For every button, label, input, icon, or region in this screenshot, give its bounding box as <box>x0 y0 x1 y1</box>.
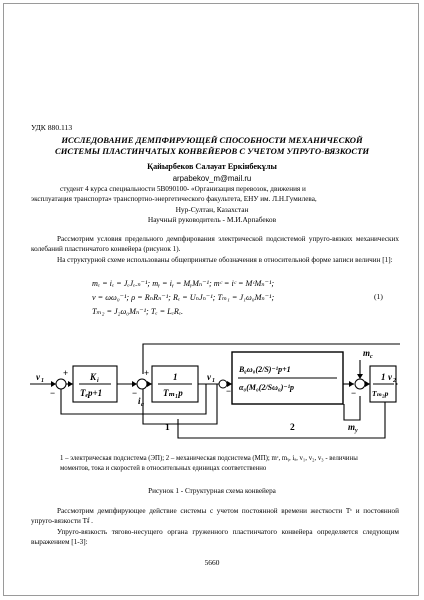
intro-paragraph-1: Рассмотрим условия предельного демпфирования электрической подсистемой упруго-вязких механических колебаний пластинчатого конвейера (рисунок 1). <box>31 235 399 254</box>
block-k-num: K <box>90 372 97 382</box>
paper-title-line-2: СИСТЕМЫ ПЛАСТИНЧАТЫХ КОНВЕЙЕРОВ С УЧЕТОМ УПРУГО-ВЯЗКОСТИ <box>54 146 370 156</box>
sum-junction-4 <box>355 379 365 389</box>
signal-v1-in: v <box>36 372 40 382</box>
figure-legend: 1 – электрическая подсистема (ЭП); 2 – механическая подсистема (МП); mᶜ, mᵧ, iₐ, v₁, v₂, v₃ - величины моментов, тока и скоростей в относительных единицах соответственно <box>60 455 358 472</box>
sum-junction-2 <box>137 379 147 389</box>
block-tm1-den: Tₘ₁p <box>163 388 183 398</box>
supervisor: Научный руководитель - М.И.Арпабеков <box>147 215 277 224</box>
block-k-den: Tₑp+1 <box>80 388 103 398</box>
block-tm1-num: 1 <box>173 372 178 382</box>
signal-v2: v <box>388 372 392 382</box>
block-tm2-num: 1 <box>381 372 386 382</box>
subsystem-label-1: 1 <box>165 423 170 433</box>
affiliation-line-1: студент 4 курса специальности 5В090100- «Организация перевозок, движения и <box>60 185 306 193</box>
intro-paragraph-2: На структурной схеме использованы общепринятые обозначения в относительной форме записи величин [1]: <box>57 256 393 264</box>
page-number: 5660 <box>204 558 220 567</box>
paper-title-line-1: ИССЛЕДОВАНИЕ ДЕМПФИРУЮЩЕЙ СПОСОБНОСТИ МЕХАНИЧЕСКОЙ <box>61 135 363 145</box>
sign-minus-1: − <box>50 388 56 398</box>
signal-v1-in-sub: 1 <box>41 378 44 384</box>
my-line <box>344 396 360 420</box>
signal-ia-sub: а <box>141 402 144 408</box>
block-tm2-den: Tₘ₂p <box>372 389 389 398</box>
signal-ia: i <box>138 396 141 406</box>
sign-minus-4: − <box>351 388 357 398</box>
block-k-num-sub: i <box>97 378 99 384</box>
sign-minus-3: − <box>226 386 232 396</box>
structure-diagram <box>30 338 400 450</box>
signal-mc-sub: c <box>370 354 373 360</box>
body-paragraph-3: Рассмотрим демпфирующее действие системы с учетом постоянной времени жесткости Tᶜ и постоянной упруго-вязкости Tᵮ . <box>31 507 399 526</box>
author-city: Нур-Султан, Казахстан <box>175 205 249 214</box>
figure-caption: Рисунок 1 - Структурная схема конвейера <box>148 487 276 495</box>
sign-minus-2: − <box>132 388 138 398</box>
udk-code: УДК 880.113 <box>31 123 73 132</box>
equation-number: (1) <box>374 292 383 301</box>
subsystem-label-2: 2 <box>290 423 295 433</box>
formula-line-1: mₑ = iₑ = JₑJₑ.ₙ⁻¹; mᵧ = iᵧ = MᵧMₙ⁻¹; mᶜ = iᶜ = MᶜMₙ⁻¹; <box>92 279 275 288</box>
signal-v1-mid-sub: 1 <box>212 378 215 384</box>
sum-junction-1 <box>56 379 66 389</box>
signal-my: m <box>348 422 356 432</box>
signal-v2-sub: 2 <box>393 378 396 384</box>
sign-plus-1: + <box>63 368 69 378</box>
signal-mc: m <box>363 348 371 358</box>
author-email: arpabekov_m@mail.ru <box>172 174 252 183</box>
affiliation-line-2: эксплуатация транспорта» транспортно-энергетического факультета, ЕНУ им. Л.Н.Гумилева, <box>31 195 317 203</box>
block-mid-num: Bᵨω₀(2/S)⁻¹p+1 <box>239 365 291 374</box>
block-mid-den: α₀(M₀(2/Sω₀)⁻¹p <box>239 383 294 392</box>
signal-my-sub: у <box>355 428 358 434</box>
body-paragraph-4: Упруго-вязкость тягово-несущего органа груженного пластинчатого конвейера определяется следующим выражением [1-3]: <box>31 528 399 547</box>
formula-line-3: Tₘ₂ = J₂ω₀Mₙ⁻¹; Tₑ = LₑRₑ. <box>92 307 184 316</box>
author-name: Қайырбеков Салауат Еркінбекұлы <box>147 162 277 171</box>
sign-plus-2: + <box>144 368 150 378</box>
signal-v1-mid: v <box>207 372 211 382</box>
formula-line-2: ν = ωω₀⁻¹; ρ = RₙRₙ⁻¹; Rₑ = UₙJₙ⁻¹; Tₘ₁ = J₁ω₀Mₙ⁻¹; <box>92 293 275 302</box>
